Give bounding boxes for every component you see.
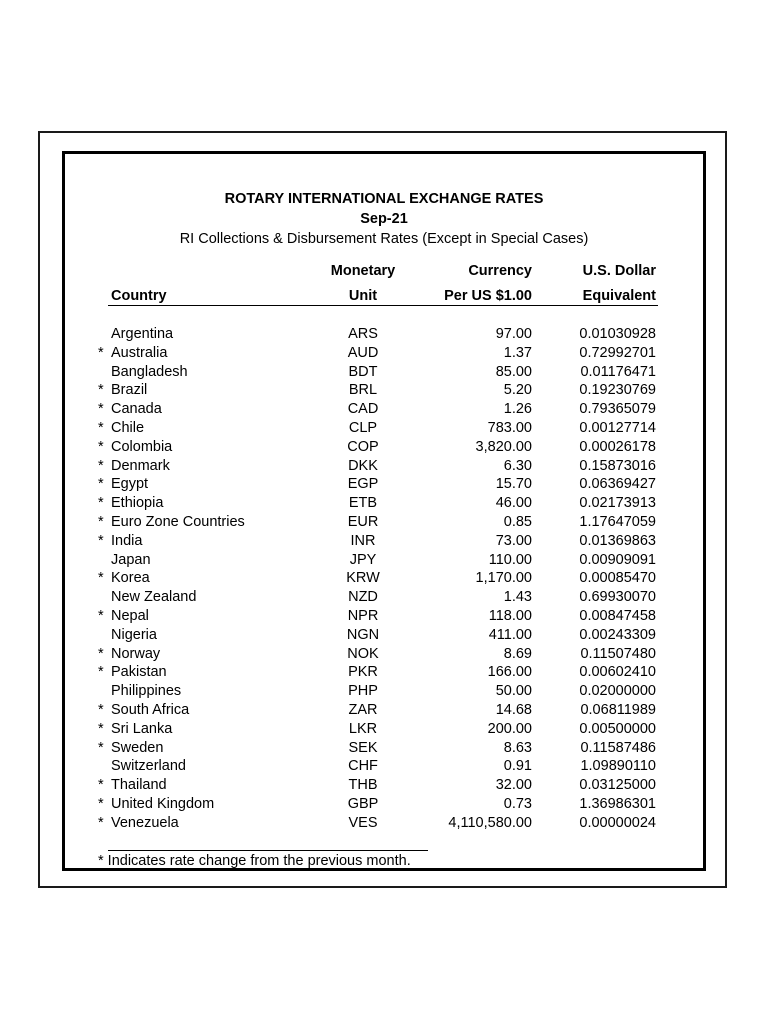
currency-per-usd-cell: 1.37 bbox=[503, 344, 532, 361]
document-period: Sep-21 bbox=[360, 211, 408, 227]
country-cell: Colombia bbox=[111, 438, 173, 455]
monetary-unit-cell: EUR bbox=[347, 513, 379, 530]
country-cell: Sri Lanka bbox=[111, 720, 173, 737]
column-header-unit-line1: Monetary bbox=[330, 263, 396, 279]
country-cell: India bbox=[111, 532, 143, 549]
usd-equivalent-cell: 0.01369863 bbox=[579, 532, 656, 549]
column-header-equiv-line1: U.S. Dollar bbox=[582, 263, 656, 279]
usd-equivalent-cell: 0.19230769 bbox=[579, 382, 656, 399]
table-row bbox=[0, 438, 768, 457]
currency-per-usd-cell: 32.00 bbox=[495, 777, 532, 794]
rate-change-marker: * bbox=[98, 344, 104, 361]
country-cell: Japan bbox=[111, 551, 151, 568]
monetary-unit-cell: INR bbox=[350, 532, 376, 549]
currency-per-usd-cell: 200.00 bbox=[487, 720, 532, 737]
usd-equivalent-cell: 1.17647059 bbox=[579, 513, 656, 530]
rate-change-marker: * bbox=[98, 570, 104, 587]
rate-change-marker: * bbox=[98, 739, 104, 756]
currency-per-usd-cell: 85.00 bbox=[495, 363, 532, 380]
table-row bbox=[0, 419, 768, 438]
country-cell: Nepal bbox=[111, 607, 149, 624]
table-row bbox=[0, 795, 768, 814]
country-cell: Nigeria bbox=[111, 626, 157, 643]
rate-change-marker: * bbox=[98, 457, 104, 474]
table-row bbox=[0, 720, 768, 739]
table-row bbox=[0, 457, 768, 476]
currency-per-usd-cell: 783.00 bbox=[487, 419, 532, 436]
rate-change-marker: * bbox=[98, 645, 104, 662]
monetary-unit-cell: SEK bbox=[348, 739, 378, 756]
country-cell: South Africa bbox=[111, 701, 190, 718]
monetary-unit-cell: ARS bbox=[348, 326, 378, 342]
table-row bbox=[0, 400, 768, 419]
table-row bbox=[0, 363, 768, 382]
rate-change-marker: * bbox=[98, 777, 104, 794]
footnote: * Indicates rate change from the previous month. bbox=[98, 853, 411, 869]
monetary-unit-cell: DKK bbox=[348, 457, 378, 474]
currency-per-usd-cell: 0.85 bbox=[503, 513, 532, 530]
monetary-unit-cell: ZAR bbox=[348, 701, 378, 718]
rate-change-marker: * bbox=[98, 438, 104, 455]
monetary-unit-cell: BDT bbox=[348, 363, 378, 380]
usd-equivalent-cell: 0.06369427 bbox=[579, 476, 656, 493]
currency-per-usd-cell: 1,170.00 bbox=[475, 570, 532, 587]
table-row bbox=[0, 344, 768, 363]
monetary-unit-cell: JPY bbox=[349, 551, 377, 568]
monetary-unit-cell: ETB bbox=[348, 495, 378, 512]
monetary-unit-cell: VES bbox=[348, 814, 378, 831]
currency-per-usd-cell: 0.91 bbox=[503, 758, 532, 775]
rate-change-marker: * bbox=[98, 814, 104, 831]
monetary-unit-cell: CLP bbox=[348, 419, 378, 436]
rate-change-marker: * bbox=[98, 795, 104, 812]
country-cell: Chile bbox=[111, 419, 145, 436]
usd-equivalent-cell: 0.00500000 bbox=[579, 720, 656, 737]
column-header-unit-line2: Unit bbox=[348, 288, 378, 304]
country-cell: New Zealand bbox=[111, 589, 197, 606]
country-cell: Canada bbox=[111, 401, 162, 418]
rate-change-marker: * bbox=[98, 720, 104, 737]
table-row bbox=[0, 513, 768, 532]
country-cell: Egypt bbox=[111, 476, 149, 493]
table-row bbox=[0, 701, 768, 720]
rate-change-marker: * bbox=[98, 382, 104, 399]
currency-per-usd-cell: 6.30 bbox=[503, 457, 532, 474]
rate-change-marker: * bbox=[98, 532, 104, 549]
country-cell: Euro Zone Countries bbox=[111, 513, 245, 530]
table-row bbox=[0, 325, 768, 344]
usd-equivalent-cell: 0.11587486 bbox=[580, 739, 656, 756]
rate-change-marker: * bbox=[98, 607, 104, 624]
monetary-unit-cell: CHF bbox=[348, 758, 378, 775]
usd-equivalent-cell: 0.15873016 bbox=[579, 457, 656, 474]
column-header-equiv-line2: Equivalent bbox=[582, 288, 656, 304]
currency-per-usd-cell: 5.20 bbox=[503, 382, 532, 399]
currency-per-usd-cell: 50.00 bbox=[495, 683, 532, 700]
country-cell: Australia bbox=[111, 344, 168, 361]
monetary-unit-cell: EGP bbox=[347, 476, 379, 493]
table-row bbox=[0, 739, 768, 758]
table-row bbox=[0, 814, 768, 833]
usd-equivalent-cell: 0.06811989 bbox=[580, 701, 656, 718]
monetary-unit-cell: COP bbox=[347, 438, 379, 455]
column-header-rate-line2: Per US $1.00 bbox=[444, 288, 532, 304]
monetary-unit-cell: PKR bbox=[348, 664, 378, 681]
table-row bbox=[0, 551, 768, 570]
monetary-unit-cell: GBP bbox=[347, 795, 379, 812]
monetary-unit-cell: NZD bbox=[348, 589, 378, 606]
usd-equivalent-cell: 0.02000000 bbox=[579, 683, 656, 700]
country-cell: Pakistan bbox=[111, 664, 167, 681]
currency-per-usd-cell: 110.00 bbox=[488, 551, 532, 568]
monetary-unit-cell: CAD bbox=[347, 401, 379, 418]
currency-per-usd-cell: 4,110,580.00 bbox=[448, 814, 532, 831]
currency-per-usd-cell: 1.26 bbox=[503, 401, 532, 418]
monetary-unit-cell: LKR bbox=[348, 720, 378, 737]
table-row bbox=[0, 532, 768, 551]
table-row bbox=[0, 494, 768, 513]
monetary-unit-cell: BRL bbox=[348, 382, 378, 399]
currency-per-usd-cell: 97.00 bbox=[495, 326, 532, 342]
monetary-unit-cell: PHP bbox=[348, 683, 378, 700]
usd-equivalent-cell: 0.72992701 bbox=[579, 344, 656, 361]
document-subtitle: RI Collections & Disbursement Rates (Except in Special Cases) bbox=[179, 231, 589, 247]
currency-per-usd-cell: 166.00 bbox=[487, 664, 532, 681]
usd-equivalent-cell: 0.00847458 bbox=[579, 607, 656, 624]
rate-change-marker: * bbox=[98, 476, 104, 493]
currency-per-usd-cell: 8.69 bbox=[503, 645, 532, 662]
currency-per-usd-cell: 46.00 bbox=[495, 495, 532, 512]
table-row bbox=[0, 588, 768, 607]
usd-equivalent-cell: 1.09890110 bbox=[580, 758, 656, 775]
rate-change-marker: * bbox=[98, 419, 104, 436]
usd-equivalent-cell: 1.36986301 bbox=[579, 795, 656, 812]
country-cell: United Kingdom bbox=[111, 795, 215, 812]
table-row bbox=[0, 645, 768, 664]
country-cell: Brazil bbox=[111, 382, 148, 399]
country-cell: Argentina bbox=[111, 326, 174, 342]
table-row bbox=[0, 663, 768, 682]
document-title: ROTARY INTERNATIONAL EXCHANGE RATES bbox=[224, 191, 544, 207]
usd-equivalent-cell: 0.02173913 bbox=[579, 495, 656, 512]
header-rule bbox=[108, 305, 658, 306]
column-header-rate-line1: Currency bbox=[468, 263, 532, 279]
monetary-unit-cell: AUD bbox=[347, 344, 379, 361]
table-row bbox=[0, 381, 768, 400]
usd-equivalent-cell: 0.01176471 bbox=[580, 363, 656, 380]
monetary-unit-cell: NGN bbox=[346, 626, 380, 643]
rate-change-marker: * bbox=[98, 664, 104, 681]
country-cell: Switzerland bbox=[111, 758, 186, 775]
rate-change-marker: * bbox=[98, 495, 104, 512]
monetary-unit-cell: THB bbox=[348, 777, 378, 794]
usd-equivalent-cell: 0.00602410 bbox=[579, 664, 656, 681]
rate-change-marker: * bbox=[98, 513, 104, 530]
currency-per-usd-cell: 3,820.00 bbox=[475, 438, 532, 455]
country-cell: Denmark bbox=[111, 457, 170, 474]
usd-equivalent-cell: 0.00127714 bbox=[579, 419, 656, 436]
column-header-country: Country bbox=[111, 288, 167, 304]
monetary-unit-cell: KRW bbox=[346, 570, 380, 587]
currency-per-usd-cell: 14.68 bbox=[495, 701, 532, 718]
country-cell: Norway bbox=[111, 645, 161, 662]
table-row bbox=[0, 569, 768, 588]
country-cell: Venezuela bbox=[111, 814, 179, 831]
country-cell: Sweden bbox=[111, 739, 164, 756]
usd-equivalent-cell: 0.79365079 bbox=[579, 401, 656, 418]
table-row bbox=[0, 757, 768, 776]
usd-equivalent-cell: 0.00026178 bbox=[579, 438, 656, 455]
currency-per-usd-cell: 8.63 bbox=[503, 739, 532, 756]
currency-per-usd-cell: 1.43 bbox=[503, 589, 532, 606]
usd-equivalent-cell: 0.00085470 bbox=[579, 570, 656, 587]
country-cell: Korea bbox=[111, 570, 150, 587]
exchange-rate-table bbox=[0, 325, 768, 833]
rate-change-marker: * bbox=[98, 701, 104, 718]
table-row bbox=[0, 475, 768, 494]
currency-per-usd-cell: 0.73 bbox=[503, 795, 532, 812]
country-cell: Thailand bbox=[111, 777, 167, 794]
table-row bbox=[0, 607, 768, 626]
monetary-unit-cell: NPR bbox=[347, 607, 379, 624]
usd-equivalent-cell: 0.11507480 bbox=[580, 645, 656, 662]
currency-per-usd-cell: 73.00 bbox=[495, 532, 532, 549]
currency-per-usd-cell: 411.00 bbox=[488, 626, 532, 643]
usd-equivalent-cell: 0.03125000 bbox=[579, 777, 656, 794]
usd-equivalent-cell: 0.00000024 bbox=[579, 814, 656, 831]
currency-per-usd-cell: 118.00 bbox=[488, 607, 532, 624]
usd-equivalent-cell: 0.00243309 bbox=[579, 626, 656, 643]
monetary-unit-cell: NOK bbox=[347, 645, 379, 662]
rate-change-marker: * bbox=[98, 401, 104, 418]
country-cell: Philippines bbox=[111, 683, 182, 700]
currency-per-usd-cell: 15.70 bbox=[495, 476, 532, 493]
usd-equivalent-cell: 0.01030928 bbox=[579, 326, 656, 342]
table-row bbox=[0, 776, 768, 795]
table-row bbox=[0, 626, 768, 645]
usd-equivalent-cell: 0.00909091 bbox=[579, 551, 656, 568]
footnote-rule bbox=[108, 850, 428, 851]
country-cell: Bangladesh bbox=[111, 363, 188, 380]
table-row bbox=[0, 682, 768, 701]
country-cell: Ethiopia bbox=[111, 495, 164, 512]
usd-equivalent-cell: 0.69930070 bbox=[579, 589, 656, 606]
